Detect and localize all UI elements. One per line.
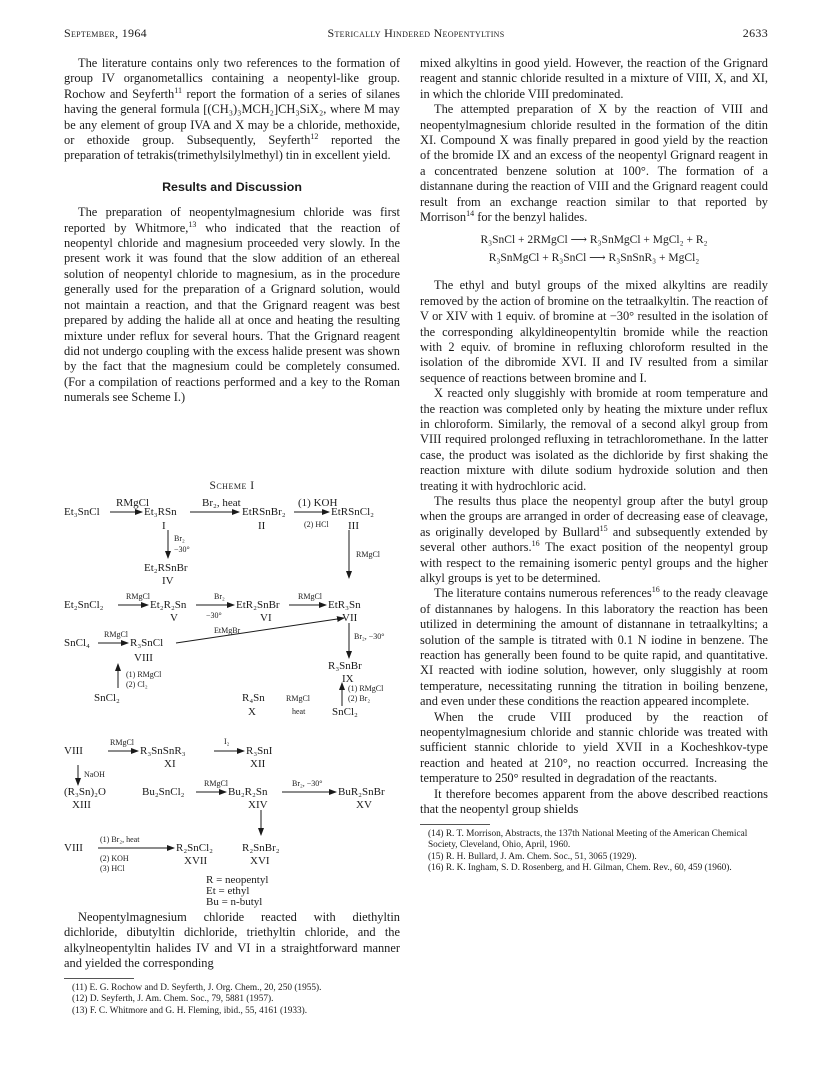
compound-label: R₃SnBr bbox=[328, 660, 362, 672]
reagent-label: RMgCl bbox=[104, 630, 129, 639]
footnote: (16) R. K. Ingham, S. D. Rosenberg, and H. Gilman, Chem. Rev., 60, 459 (1960). bbox=[428, 863, 732, 874]
paragraph: It therefore becomes apparent from the above described reactions that the neopentyl group shields bbox=[420, 786, 768, 817]
ref-mark: 14 bbox=[466, 208, 475, 218]
reagent-label: (2) Br₂ bbox=[348, 694, 371, 703]
footnote: (13) F. C. Whitmore and G. H. Fleming, ibid., 55, 4161 (1933). bbox=[72, 1005, 308, 1016]
footnote: (14) R. T. Morrison, Abstracts, the 137th National Meeting of the American Chemical Society, Cleveland, Ohio, April, 1960. bbox=[428, 828, 748, 851]
key-entry: Bu = n-butyl bbox=[206, 896, 263, 908]
paragraph: The results thus place the neopentyl group after the butyl group when the groups are arranged in order of decreasing ease of cleavage, as originally developed by Bullard$^{15}$ and subsequently extended by several other authors.$^{16}$ The exact position of the neopentyl group with respect to the remaining isomeric pentyl groups and the higher alkyl groups is yet to be determined. bbox=[420, 493, 768, 585]
reagent-label: (1) KOH bbox=[298, 497, 338, 509]
reagent-label: Br₂, −30° bbox=[354, 632, 385, 641]
compound-label: (R₃Sn)₂O bbox=[64, 786, 106, 798]
reagent-label: NaOH bbox=[84, 770, 105, 779]
left-column-bottom bbox=[64, 910, 400, 1017]
header-title: Sterically Hindered Neopentyltins bbox=[327, 26, 505, 40]
compound-label: Et₂R₂Sn bbox=[150, 599, 187, 611]
compound-label: R₂SnBr₂ bbox=[242, 842, 280, 854]
reagent-label: Br₂ bbox=[214, 592, 225, 601]
ref-mark: 15 bbox=[599, 523, 608, 533]
reagent-label: heat bbox=[292, 707, 306, 716]
compound-label: Et₂SnCl₂ bbox=[64, 599, 104, 611]
compound-label: BuR₂SnBr bbox=[338, 786, 385, 798]
numeral-label: VIII bbox=[134, 652, 153, 664]
reagent-label: (2) Cl₂ bbox=[126, 680, 148, 689]
reagent-label: RMgCl bbox=[298, 592, 323, 601]
compound-label: EtRSnBr₂ bbox=[242, 506, 286, 518]
numeral-label: IX bbox=[342, 673, 354, 685]
equation: R₃SnCl + 2RMgCl ⟶ R₃SnMgCl + MgCl₂ + R₂ bbox=[480, 234, 708, 247]
paragraph: Neopentylmagnesium chloride reacted with diethyltin dichloride, dibutyltin dichloride, triethyltin chloride, and the alkylneopentyltin halides IV and VI in a straightforward manner and yielded the corresponding bbox=[64, 910, 400, 971]
paragraph: The literature contains only two references to the formation of group IV organometallics containing a neopentyl-like group. Rochow and Seyferth$^{11}$ report the formation of a series of silanes having the general formula [(CH₃)₃MCH₂]CH₃SiX₂, where M may be any element of group IVA and X may be a chloride, methoxide, or ethoxide group. Subsequently, Seyferth$^{12}$ reported the preparation of tetrakis(trimethylsilylmethyl) tin in excellent yield. bbox=[64, 56, 400, 163]
compound-label: Et₃RSn bbox=[144, 506, 177, 518]
compound-label: Et₃SnCl bbox=[64, 506, 100, 518]
ref-mark: 16 bbox=[531, 539, 540, 549]
numeral-label: VIII bbox=[64, 842, 83, 854]
footnote-rule bbox=[420, 824, 490, 825]
key-entry: R = neopentyl bbox=[206, 874, 269, 886]
numeral-label: XVII bbox=[184, 855, 208, 867]
numeral-label: XII bbox=[250, 758, 266, 770]
compound-label: Bu₂R₂Sn bbox=[228, 786, 268, 798]
compound-label: SnCl₂ bbox=[332, 706, 358, 718]
left-column bbox=[64, 56, 400, 406]
reagent-label: RMgCl bbox=[286, 694, 311, 703]
numeral-label: IV bbox=[162, 575, 174, 587]
reagent-label: RMgCl bbox=[204, 779, 229, 788]
reagent-label: −30° bbox=[206, 611, 222, 620]
numeral-label: VIII bbox=[64, 745, 83, 757]
footnote-rule bbox=[64, 978, 134, 979]
paragraph: The attempted preparation of X by the reaction of VIII and neopentylmagnesium chloride resulted in the formation of the ditin XI. Compound X was finally prepared in good yield by the reaction of the bromide IX and an excess of the neopentyl Grignard reagent in a concentrated benzene solution at 100°. The formation of a distannane during the reaction of VIII and the Grignard reagent could result from an exchange reaction similar to that reported by Morrison$^{14}$ for the benzyl halides. bbox=[420, 102, 768, 225]
compound-label: R₃SnSnR₃ bbox=[140, 745, 186, 757]
paragraph: When the crude VIII produced by the reaction of neopentylmagnesium chloride and stannic chloride was treated with sufficient stannic chloride to yield XVII in a Kocheshkov-type reaction and heated at 210°, no reaction occurred. Increasing the temperature to 250° resulted in degradation of the reactants. bbox=[420, 709, 768, 786]
paragraph: The preparation of neopentylmagnesium chloride was first reported by Whitmore,$^{13}$ who indicated that the reaction of neopentyl chloride and magnesium proceeded very slowly. In the present work it was found that the slow addition of an ethereal solution of neopentyl chloride to magnesium, as in the procedure generally used for the preparation of a Grignard solution, would not maintain a reaction, and that the Grignard reagent was best prepared by adding the halide all at once and heating the resulting mixture under reflux for several hours. That the Grignard reagent did not undergo coupling with the excess halide present was shown by the fact that the magnesium could be completely consumed. (For a compilation of reactions performed and a key to the Roman numerals see Scheme I.) bbox=[64, 205, 400, 405]
numeral-label: XI bbox=[164, 758, 176, 770]
reagent-label: −30° bbox=[174, 545, 190, 554]
compound-label: SnCl₂ bbox=[94, 692, 120, 704]
numeral-label: III bbox=[348, 520, 359, 532]
reagent-label: Br₂, heat bbox=[202, 497, 241, 509]
reaction-scheme bbox=[64, 480, 400, 908]
numeral-label: XIV bbox=[248, 799, 268, 811]
numeral-label: VI bbox=[260, 612, 272, 624]
compound-label: SnCl₄ bbox=[64, 637, 90, 649]
paragraph: mixed alkyltins in good yield. However, the reaction of the Grignard reagent and stannic chloride resulted in a mixture of VIII, X, and XI, in which the chloride VIII predominated. bbox=[420, 56, 768, 101]
compound-label: Et₂RSnBr bbox=[144, 562, 188, 574]
footnote: (11) E. G. Rochow and D. Seyferth, J. Org. Chem., 20, 250 (1955). bbox=[72, 982, 322, 993]
compound-label: EtR₂SnBr bbox=[236, 599, 280, 611]
compound-label: R₃SnI bbox=[246, 745, 273, 757]
compound-label: EtR₃Sn bbox=[328, 599, 361, 611]
footnotes bbox=[64, 983, 400, 1018]
numeral-label: I bbox=[162, 520, 166, 532]
reagent-label: (2) HCl bbox=[304, 520, 329, 529]
ref-mark: 13 bbox=[188, 219, 197, 229]
paragraph: X reacted only sluggishly with bromide at room temperature and the reaction was completed only by heating the mixture under reflux in chloroform. Similarly, the removal of a second alkyl group from VIII required prolonged refluxing in tetrachloromethane. In the latter case, the product was isolated as the dichloride by first shaking the reaction mixture with dilute sodium hydroxide solution and then treating it with hydrochloric acid. bbox=[420, 386, 768, 493]
numeral-label: VII bbox=[342, 612, 358, 624]
footnote: (12) D. Seyferth, J. Am. Chem. Soc., 79, 5881 (1957). bbox=[72, 994, 274, 1005]
compound-label: R₃SnCl bbox=[130, 637, 164, 649]
reagent-label: I₂ bbox=[224, 737, 230, 746]
reagent-label: Br₂, −30° bbox=[292, 779, 323, 788]
compound-label: R₄Sn bbox=[242, 692, 265, 704]
reagent-label: RMgCl bbox=[356, 550, 381, 559]
compound-label: R₂SnCl₂ bbox=[176, 842, 214, 854]
scheme-title: Scheme I bbox=[209, 480, 255, 492]
reagent-label: RMgCl bbox=[126, 592, 151, 601]
ref-mark: 16 bbox=[651, 585, 660, 595]
reagent-label: (1) Br₂, heat bbox=[100, 835, 140, 844]
reagent-label: (1) RMgCl bbox=[348, 684, 384, 693]
reagent-label: RMgCl bbox=[110, 738, 135, 747]
section-heading: Results and Discussion bbox=[162, 179, 302, 194]
numeral-label: II bbox=[258, 520, 266, 532]
right-column bbox=[420, 56, 768, 875]
reagent-label: EtMgBr bbox=[214, 626, 241, 635]
numeral-label: XIII bbox=[72, 799, 91, 811]
reagent-label: (2) KOH bbox=[100, 854, 129, 863]
numeral-label: X bbox=[248, 706, 256, 718]
ref-mark: 11 bbox=[174, 85, 182, 95]
reagent-label: Br₂ bbox=[174, 534, 185, 543]
numeral-label: XV bbox=[356, 799, 372, 811]
compound-label: Bu₂SnCl₂ bbox=[142, 786, 185, 798]
reagent-label: (3) HCl bbox=[100, 864, 125, 873]
header-date: September, 1964 bbox=[64, 26, 147, 40]
numeral-label: XVI bbox=[250, 855, 270, 867]
key-entry: Et = ethyl bbox=[206, 885, 250, 897]
paragraph: The ethyl and butyl groups of the mixed alkyltins are readily removed by the action of bromine on the tetraalkyltin. The reaction of V or XIV with 1 equiv. of bromine at −30° resulted in the isolation of the corresponding alkyldineopentyltin bromide while the reaction with 2 equiv. of bromine in refluxing chloroform resulted in the isolation of the dibromide XVI. II and IV resulted from a similar sequence of reactions between bromine and I. bbox=[420, 278, 768, 385]
page-number: 2633 bbox=[742, 26, 768, 40]
paragraph: The literature contains numerous references$^{16}$ to the ready cleavage of distannanes by halogens. In this laboratory the reaction has been utilized in determining the amount of distannane in tetraalkyltins; a solution of the sample is titrated with 0.1 N iodine in benzene. The reaction has generally been found to be quite rapid, and quantitative. XI reacted with iodine solution, however, only sluggishly at room temperature, necessitating running the titration in boiling benzene, and even under these conditions the reaction appeared incomplete. bbox=[420, 585, 768, 709]
reagent-label: (1) RMgCl bbox=[126, 670, 162, 679]
compound-label: EtRSnCl₂ bbox=[331, 506, 374, 518]
equation: R₃SnMgCl + R₃SnCl ⟶ R₃SnSnR₃ + MgCl₂ bbox=[488, 251, 700, 264]
footnotes bbox=[420, 829, 768, 875]
numeral-label: V bbox=[170, 612, 178, 624]
running-header bbox=[64, 26, 768, 44]
ref-mark: 12 bbox=[310, 131, 319, 141]
footnote: (15) R. H. Bullard, J. Am. Chem. Soc., 51, 3065 (1929). bbox=[428, 851, 637, 862]
reagent-label: RMgCl bbox=[116, 497, 150, 509]
